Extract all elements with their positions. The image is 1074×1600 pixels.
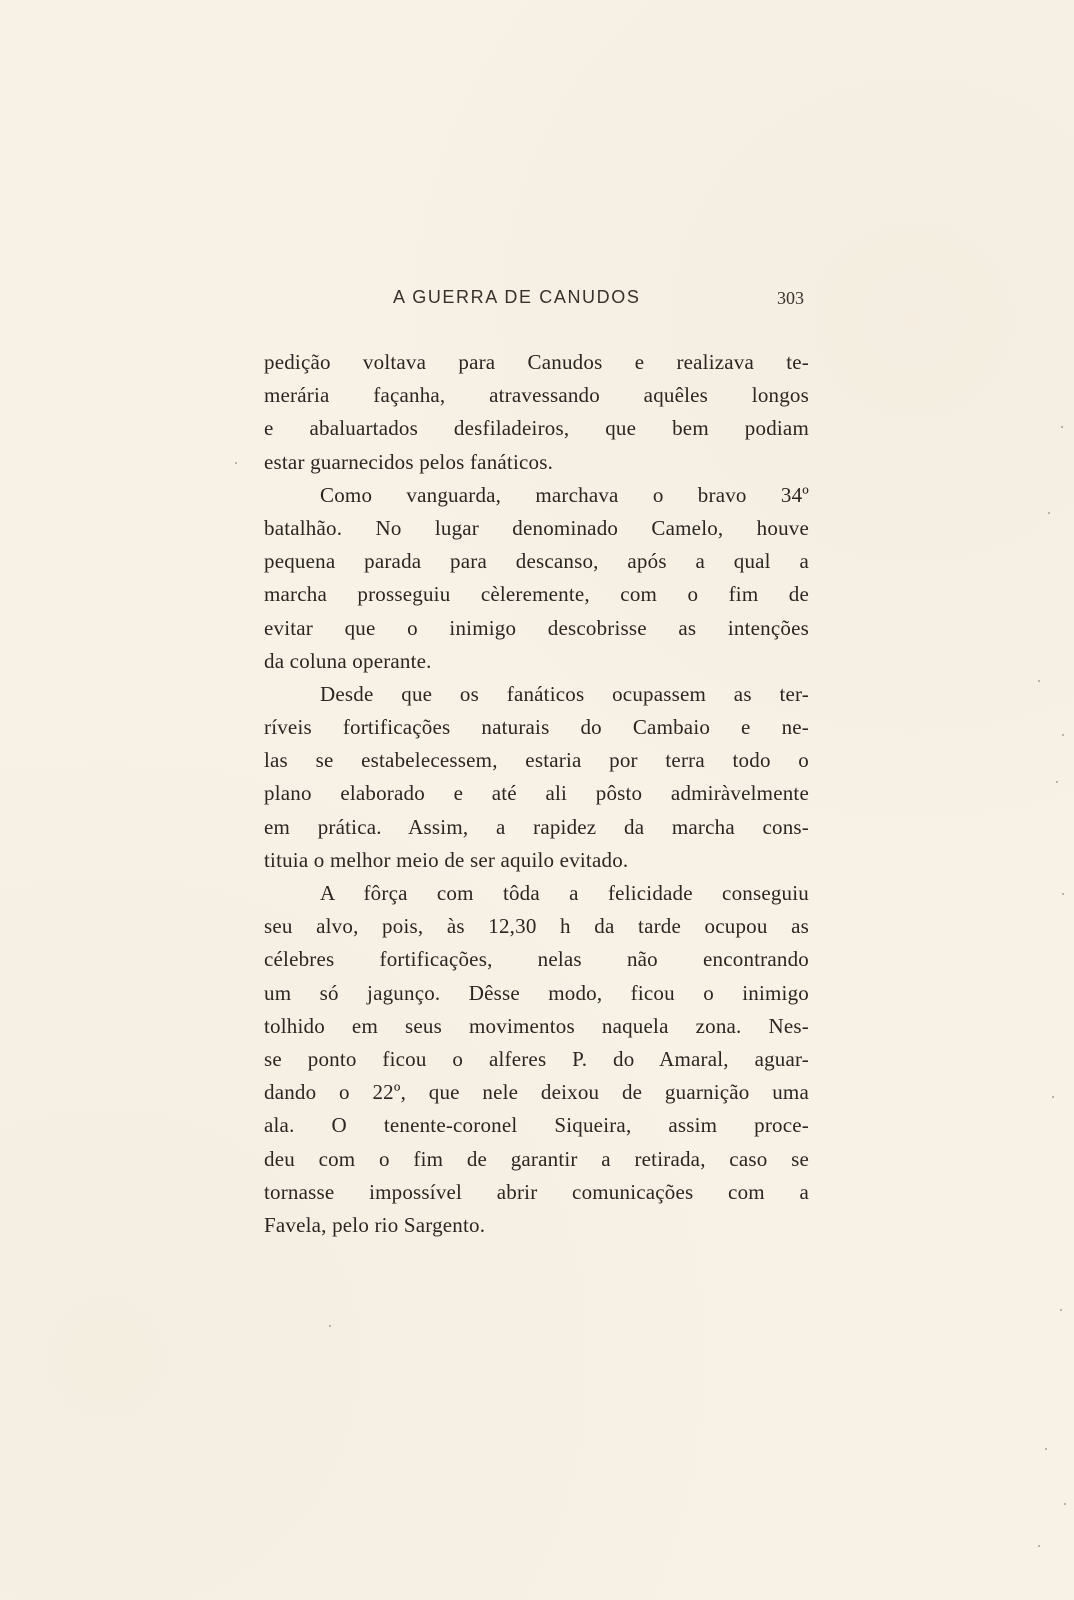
text-line: evitar que o inimigo descobrisse as intenções bbox=[264, 615, 809, 640]
running-title: A GUERRA DE CANUDOS bbox=[393, 287, 641, 307]
paper-speck bbox=[1045, 1448, 1047, 1450]
text-line: Como vanguarda, marchava o bravo 34º bbox=[320, 482, 809, 507]
text-line: estar guarnecidos pelos fanáticos. bbox=[264, 449, 554, 474]
running-header bbox=[0, 287, 1074, 313]
text-line: em prática. Assim, a rapidez da marcha cons- bbox=[264, 814, 809, 839]
paper-speck bbox=[1052, 1096, 1054, 1098]
paper-speck bbox=[1062, 734, 1064, 736]
text-line: da coluna operante. bbox=[264, 648, 432, 673]
text-line: tituia o melhor meio de ser aquilo evitado. bbox=[264, 847, 629, 872]
text-line: las se estabelecessem, estaria por terra todo o bbox=[264, 748, 809, 773]
text-line: merária façanha, atravessando aquêles longos bbox=[264, 383, 809, 408]
paper-speck bbox=[1061, 426, 1063, 428]
text-line: pedição voltava para Canudos e realizava te- bbox=[264, 350, 809, 374]
paper-speck bbox=[1038, 680, 1040, 682]
body-text bbox=[264, 346, 809, 1242]
paper-speck bbox=[1062, 893, 1064, 895]
text-line: plano elaborado e até ali pôsto admiràvelmente bbox=[264, 781, 809, 806]
paper-speck bbox=[235, 462, 237, 464]
text-line: célebres fortificações, nelas não encontrando bbox=[264, 947, 809, 972]
text-line: tornasse impossível abrir comunicações com a bbox=[264, 1179, 809, 1204]
text-line: ala. O tenente-coronel Siqueira, assim proce- bbox=[264, 1113, 809, 1138]
text-line: dando o 22º, que nele deixou de guarnição uma bbox=[264, 1080, 809, 1105]
text-line: pequena parada para descanso, após a qual a bbox=[264, 549, 809, 574]
paper-speck bbox=[1048, 512, 1050, 514]
text-line: um só jagunço. Dêsse modo, ficou o inimigo bbox=[264, 980, 809, 1005]
text-line: marcha prosseguiu cèleremente, com o fim de bbox=[264, 582, 809, 607]
paper-speck bbox=[1038, 1545, 1040, 1547]
text-line: batalhão. No lugar denominado Camelo, houve bbox=[264, 515, 809, 540]
text-line: seu alvo, pois, às 12,30 h da tarde ocupou as bbox=[264, 914, 809, 939]
paper-speck bbox=[1056, 781, 1058, 783]
paper-speck bbox=[1060, 1309, 1062, 1311]
text-line: se ponto ficou o alferes P. do Amaral, aguar- bbox=[264, 1046, 809, 1071]
text-line: ríveis fortificações naturais do Cambaio e ne- bbox=[264, 715, 809, 740]
text-line: A fôrça com tôda a felicidade conseguiu bbox=[320, 881, 809, 905]
paper-speck bbox=[1064, 1503, 1066, 1505]
paper-speck bbox=[329, 1325, 331, 1327]
text-line: deu com o fim de garantir a retirada, caso se bbox=[264, 1146, 809, 1171]
text-line: tolhido em seus movimentos naquela zona. Nes- bbox=[264, 1013, 809, 1038]
text-line: Desde que os fanáticos ocupassem as ter- bbox=[320, 681, 809, 706]
text-line: e abaluartados desfiladeiros, que bem podiam bbox=[264, 416, 809, 441]
page-number: 303 bbox=[777, 288, 804, 308]
text-line: Favela, pelo rio Sargento. bbox=[264, 1212, 486, 1237]
